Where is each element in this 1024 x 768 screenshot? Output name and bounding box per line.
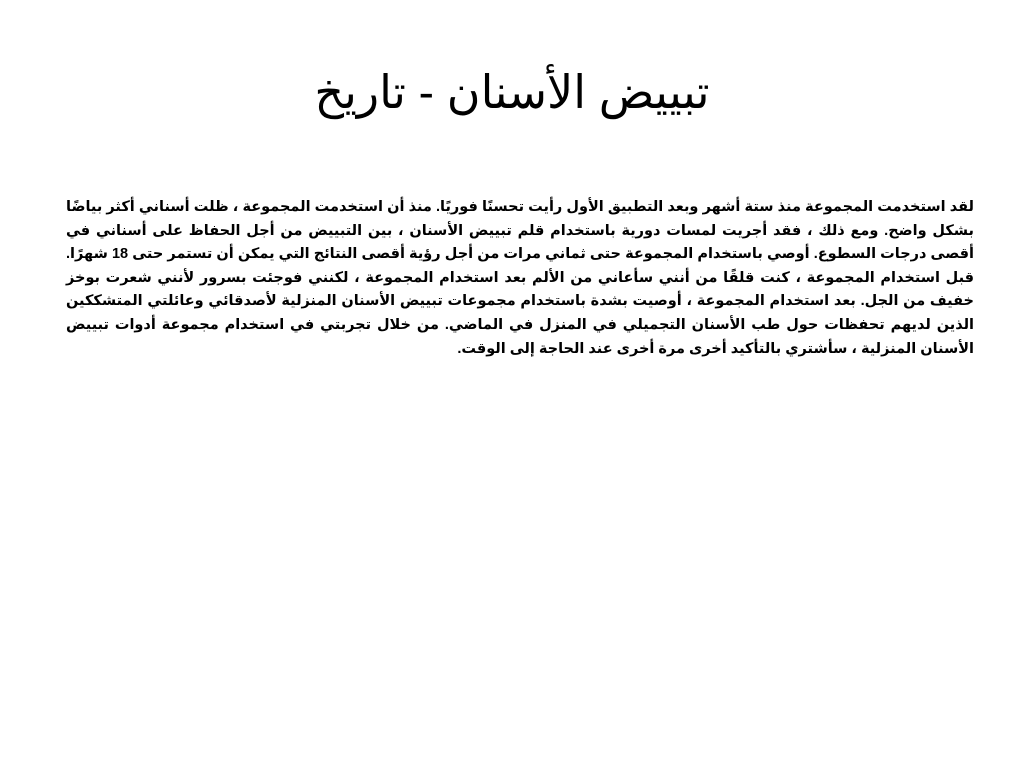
- slide-body-text: لقد استخدمت المجموعة منذ ستة أشهر وبعد التطبيق الأول رأيت تحسنًا فوريًا. منذ أن استخدمت المجموعة ، ظلت أسناني أكثر بياضًا بشكل واضح. ومع ذلك ، فقد أجريت لمسات دورية باستخدام قلم تبييض الأسنان ، بين التبييض من أجل الحفاظ على أسناني في أقصى درجات السطوع. أوصي باستخدام المجموعة حتى ثماني مرات من أجل رؤية أقصى النتائج التي يمكن أن تستمر حتى 18 شهرًا. قبل استخدام المجموعة ، كنت قلقًا من أنني سأعاني من الألم بعد استخدام المجموعة ، لكنني فوجئت بسرور لأنني شعرت بوخز خفيف من الجل. بعد استخدام المجموعة ، أوصيت بشدة باستخدام مجموعات تبييض الأسنان المنزلية لأصدقائي وعائلتي المتشككين الذين لديهم تحفظات حول طب الأسنان التجميلي في المنزل في الماضي. من خلال تجربتي في استخدام مجموعة أدوات تبييض الأسنان المنزلية ، سأشتري بالتأكيد أخرى مرة أخرى عند الحاجة إلى الوقت.: [66, 199, 974, 357]
- slide-title: تبييض الأسنان - تاريخ: [314, 66, 710, 118]
